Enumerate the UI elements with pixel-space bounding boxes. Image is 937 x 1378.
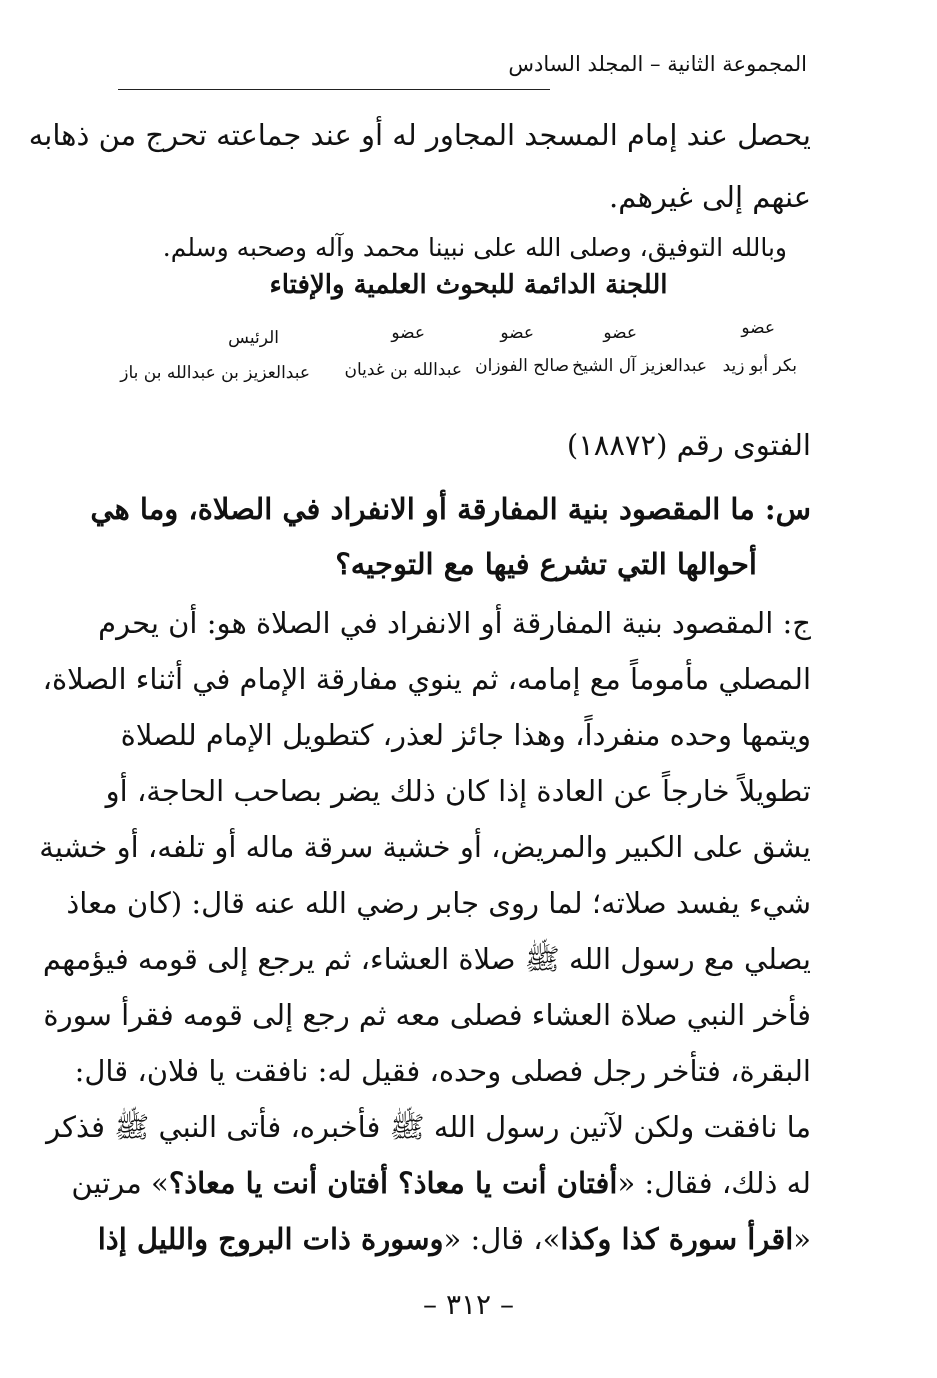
member-role: الرئيس (228, 328, 279, 348)
answer-line: البقرة، فتأخر رجل فصلى وحده، فقيل له: نافقت يا فلان، قال: (74, 1054, 811, 1088)
member-name: صالح الفوزان (475, 356, 569, 376)
member-name: عبدالعزيز بن عبدالله بن باز (120, 363, 310, 383)
answer-text: « (793, 1222, 811, 1256)
answer-line: يصلي مع رسول الله ﷺ صلاة العشاء، ثم يرجع إلى قومه فيؤمهم (42, 942, 811, 976)
member-name: عبدالعزيز آل الشيخ (572, 356, 707, 376)
committee-title: اللجنة الدائمة للبحوث العلمية والإفتاء (269, 270, 668, 300)
answer-line: تطويلاً خارجاً عن العادة إذا كان ذلك يضر بصاحب الحاجة، أو (105, 774, 811, 808)
member-role: عضو (500, 323, 534, 343)
answer-line: المصلي مأموماً مع إمامه، ثم ينوي مفارقة الإمام في أثناء الصلاة، (42, 662, 811, 696)
answer-text: له ذلك، فقال: « (617, 1166, 811, 1200)
header-rule (118, 89, 550, 90)
member-role: عضو (741, 318, 775, 338)
page-number: – ٣١٢ – (423, 1288, 514, 1321)
answer-text: »، قال: « (443, 1222, 561, 1256)
member-role: عضو (603, 323, 637, 343)
member-name: بكر أبو زيد (722, 356, 797, 376)
answer-line (97, 1222, 811, 1256)
question-line: س: ما المقصود بنية المفارقة أو الانفراد في الصلاة، وما هي (90, 492, 811, 526)
member-name: عبدالله بن غديان (344, 360, 462, 380)
hadith-quote: وسورة ذات البروج والليل إذا (97, 1222, 444, 1256)
hadith-quote: أفتان أنت يا معاذ؟ أفتان أنت يا معاذ؟ (168, 1166, 618, 1200)
hadith-quote: اقرأ سورة كذا وكذا (560, 1222, 794, 1256)
answer-text: » مرتين (71, 1166, 169, 1200)
fatwa-number: الفتوى رقم (١٨٨٧٢) (566, 428, 811, 462)
intro-line: عنهم إلى غيرهم. (609, 180, 811, 214)
answer-line: ج: المقصود بنية المفارقة أو الانفراد في الصلاة هو: أن يحرم (98, 606, 811, 640)
answer-line: يشق على الكبير والمريض، أو خشية سرقة ماله أو تلفه، أو خشية (39, 830, 811, 864)
running-header: المجموعة الثانية – المجلد السادس (508, 52, 807, 76)
member-role: عضو (391, 323, 425, 343)
closing-line: وبالله التوفيق، وصلى الله على نبينا محمد وآله وصحبه وسلم. (162, 233, 787, 262)
question-line: أحوالها التي تشرع فيها مع التوجيه؟ (335, 547, 757, 581)
answer-line: شيء يفسد صلاته؛ لما روى جابر رضي الله عنه قال: (كان معاذ (66, 886, 811, 920)
answer-line (71, 1166, 811, 1200)
answer-line: فأخر النبي صلاة العشاء فصلى معه ثم رجع إلى قومه فقرأ سورة (43, 998, 811, 1032)
intro-line: يحصل عند إمام المسجد المجاور له أو عند جماعته تحرج من ذهابه (28, 118, 811, 152)
answer-line: ويتمها وحده منفرداً، وهذا جائز لعذر، كتطويل الإمام للصلاة (120, 718, 811, 752)
answer-line: ما نافقت ولكن لآتين رسول الله ﷺ فأخبره، فأتى النبي ﷺ فذكر (46, 1110, 811, 1144)
